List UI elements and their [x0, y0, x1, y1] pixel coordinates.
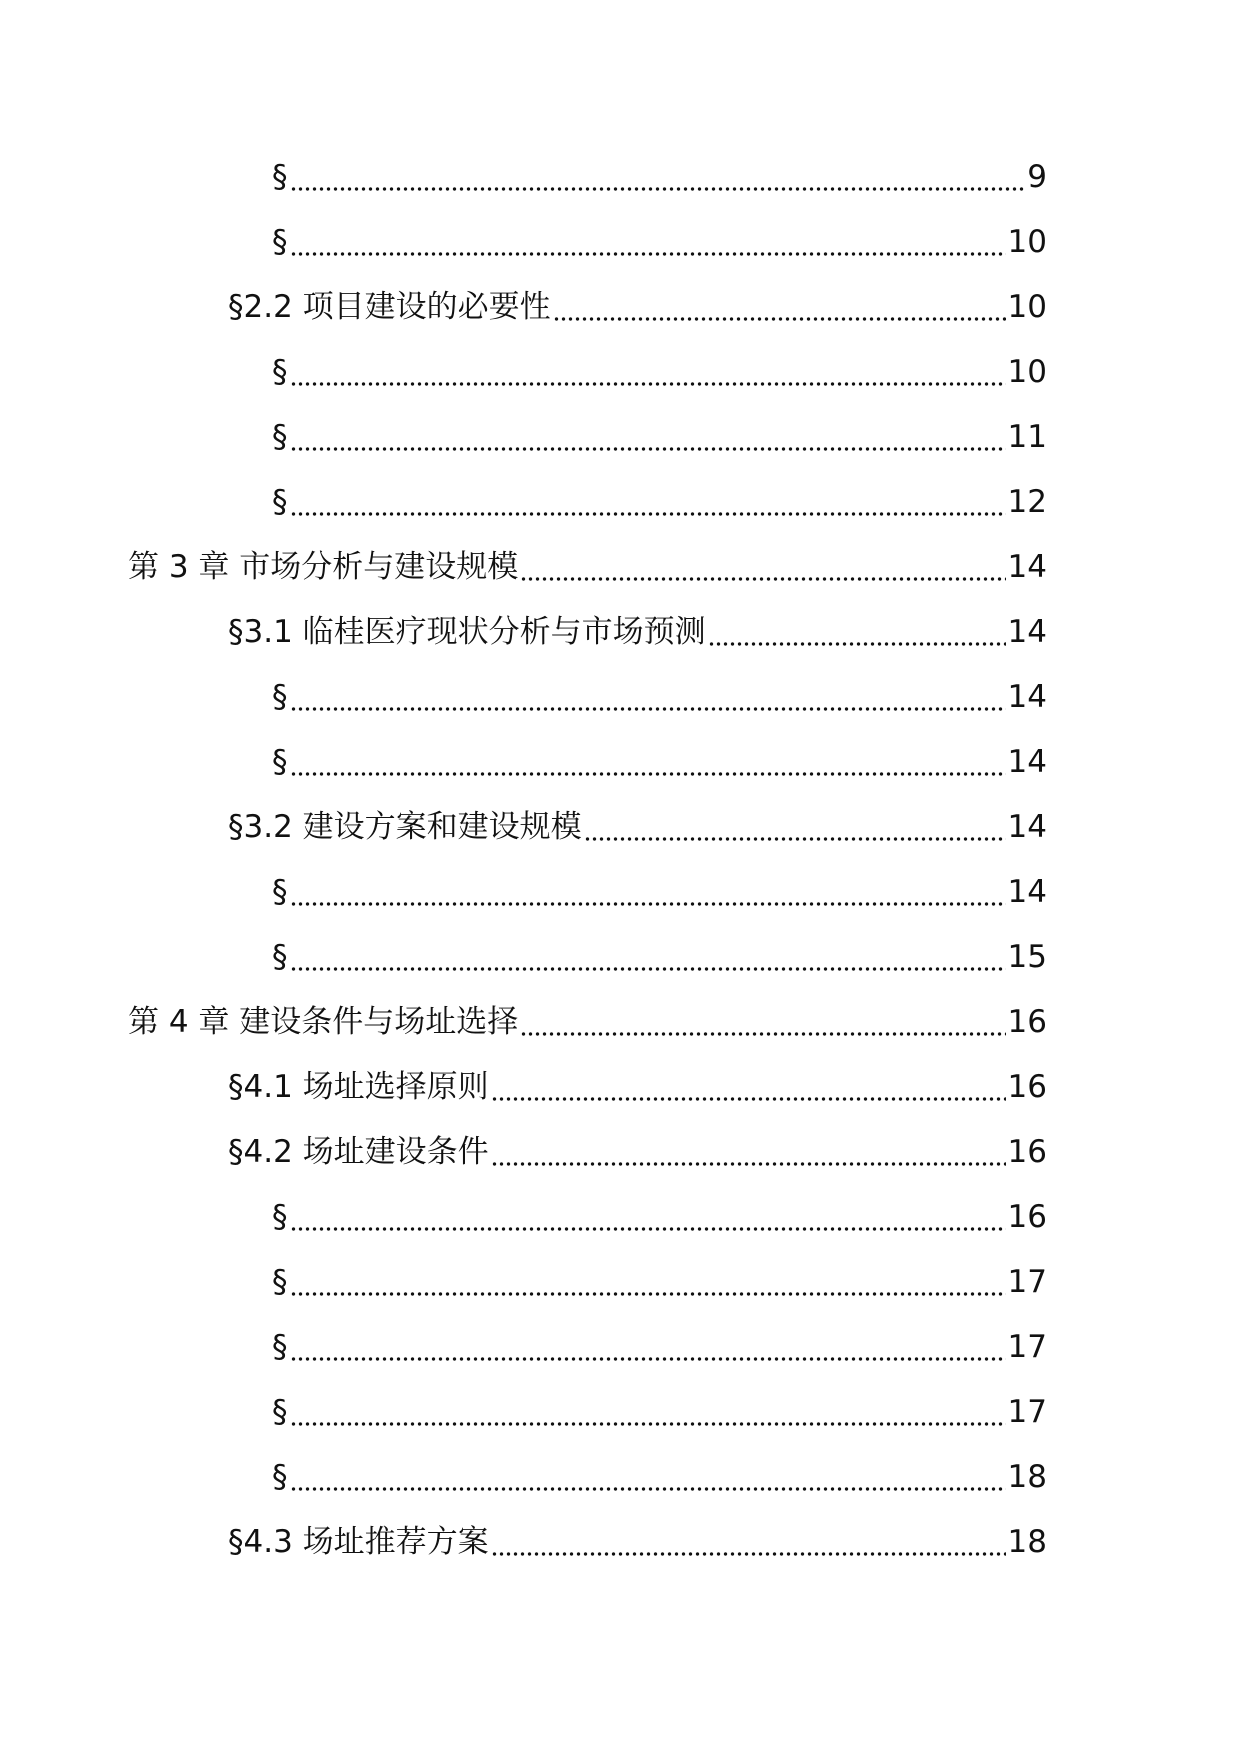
dot-leader [290, 872, 1006, 912]
dot-leader [491, 1522, 1006, 1562]
toc-entry[interactable] [0, 742, 1241, 807]
toc-page-number: 14 [1007, 744, 1047, 780]
toc-page-number: 14 [1007, 874, 1047, 910]
toc-entry-section[interactable] [0, 1522, 1241, 1587]
toc-entry-title: 第 4 章 建设条件与场址选择 [128, 1004, 519, 1040]
toc-page-number: 16 [1007, 1069, 1047, 1105]
toc-entry-title: §4.1 场址选择原则 [228, 1069, 489, 1105]
toc-page-number: 12 [1007, 484, 1047, 520]
dot-leader [491, 1132, 1006, 1172]
toc-entry-title: § [272, 1199, 288, 1235]
dot-leader [290, 677, 1006, 717]
toc-page-number: 17 [1007, 1264, 1047, 1300]
toc-entry-title: § [272, 159, 288, 195]
toc-page-number: 17 [1007, 1394, 1047, 1430]
toc-page-number: 16 [1007, 1004, 1047, 1040]
toc-page-number: 14 [1007, 549, 1047, 585]
toc-entry[interactable] [0, 352, 1241, 417]
toc-entry[interactable] [0, 157, 1241, 222]
toc-entry[interactable] [0, 1457, 1241, 1522]
toc-entry-title: §4.3 场址推荐方案 [228, 1524, 489, 1560]
dot-leader [520, 1002, 1005, 1042]
toc-page-number: 17 [1007, 1329, 1047, 1365]
dot-leader [290, 352, 1006, 392]
toc-page-number: 15 [1007, 939, 1047, 975]
toc-entry-title: § [272, 419, 288, 455]
toc-entry-title: § [272, 484, 288, 520]
toc-entry-title: § [272, 679, 288, 715]
toc-page-number: 10 [1007, 289, 1047, 325]
toc-page-number: 16 [1007, 1134, 1047, 1170]
toc-entry-chapter[interactable] [0, 1002, 1241, 1067]
toc-entry[interactable] [0, 1392, 1241, 1457]
toc-page-number: 18 [1007, 1524, 1047, 1560]
toc-page-number: 9 [1027, 159, 1047, 195]
toc-entry-title: § [272, 1459, 288, 1495]
dot-leader [290, 1457, 1006, 1497]
dot-leader [290, 742, 1006, 782]
toc-entry[interactable] [0, 1262, 1241, 1327]
toc-entry[interactable] [0, 1197, 1241, 1262]
toc-entry[interactable] [0, 872, 1241, 937]
dot-leader [290, 417, 1006, 457]
toc-entry-title: 第 3 章 市场分析与建设规模 [128, 549, 519, 585]
toc-entry-title: § [272, 1264, 288, 1300]
dot-leader [553, 287, 1006, 327]
dot-leader [290, 222, 1006, 262]
dot-leader [520, 547, 1005, 587]
toc-page-number: 14 [1007, 614, 1047, 650]
toc-page-number: 14 [1007, 679, 1047, 715]
toc-entry[interactable] [0, 937, 1241, 1002]
toc-entry[interactable] [0, 677, 1241, 742]
toc-entry-title: §4.2 场址建设条件 [228, 1134, 489, 1170]
toc-page-number: 10 [1007, 354, 1047, 390]
toc-page-number: 11 [1007, 419, 1047, 455]
toc-entry-section[interactable] [0, 612, 1241, 677]
toc-entry[interactable] [0, 417, 1241, 482]
dot-leader [290, 1392, 1006, 1432]
toc-entry[interactable] [0, 482, 1241, 547]
toc-entry-title: §3.2 建设方案和建设规模 [228, 809, 582, 845]
dot-leader [290, 157, 1026, 197]
toc-entry[interactable] [0, 1327, 1241, 1392]
toc-entry-section[interactable] [0, 1067, 1241, 1132]
table-of-contents [0, 157, 1241, 1587]
dot-leader [290, 1327, 1006, 1367]
dot-leader [584, 807, 1006, 847]
toc-page-number: 10 [1007, 224, 1047, 260]
toc-entry-title: § [272, 224, 288, 260]
toc-entry-section[interactable] [0, 1132, 1241, 1197]
toc-entry-title: § [272, 939, 288, 975]
toc-page-number: 18 [1007, 1459, 1047, 1495]
toc-entry-title: §3.1 临桂医疗现状分析与市场预测 [228, 614, 706, 650]
toc-page-number: 16 [1007, 1199, 1047, 1235]
toc-entry-chapter[interactable] [0, 547, 1241, 612]
dot-leader [491, 1067, 1006, 1107]
toc-entry-title: § [272, 354, 288, 390]
dot-leader [290, 1262, 1006, 1302]
toc-entry-title: § [272, 1329, 288, 1365]
toc-entry-title: §2.2 项目建设的必要性 [228, 289, 551, 325]
toc-entry-section[interactable] [0, 807, 1241, 872]
dot-leader [290, 482, 1006, 522]
toc-entry-title: § [272, 744, 288, 780]
dot-leader [708, 612, 1006, 652]
toc-entry-section[interactable] [0, 287, 1241, 352]
toc-entry-title: § [272, 874, 288, 910]
dot-leader [290, 937, 1006, 977]
dot-leader [290, 1197, 1006, 1237]
toc-page-number: 14 [1007, 809, 1047, 845]
toc-entry-title: § [272, 1394, 288, 1430]
toc-entry[interactable] [0, 222, 1241, 287]
